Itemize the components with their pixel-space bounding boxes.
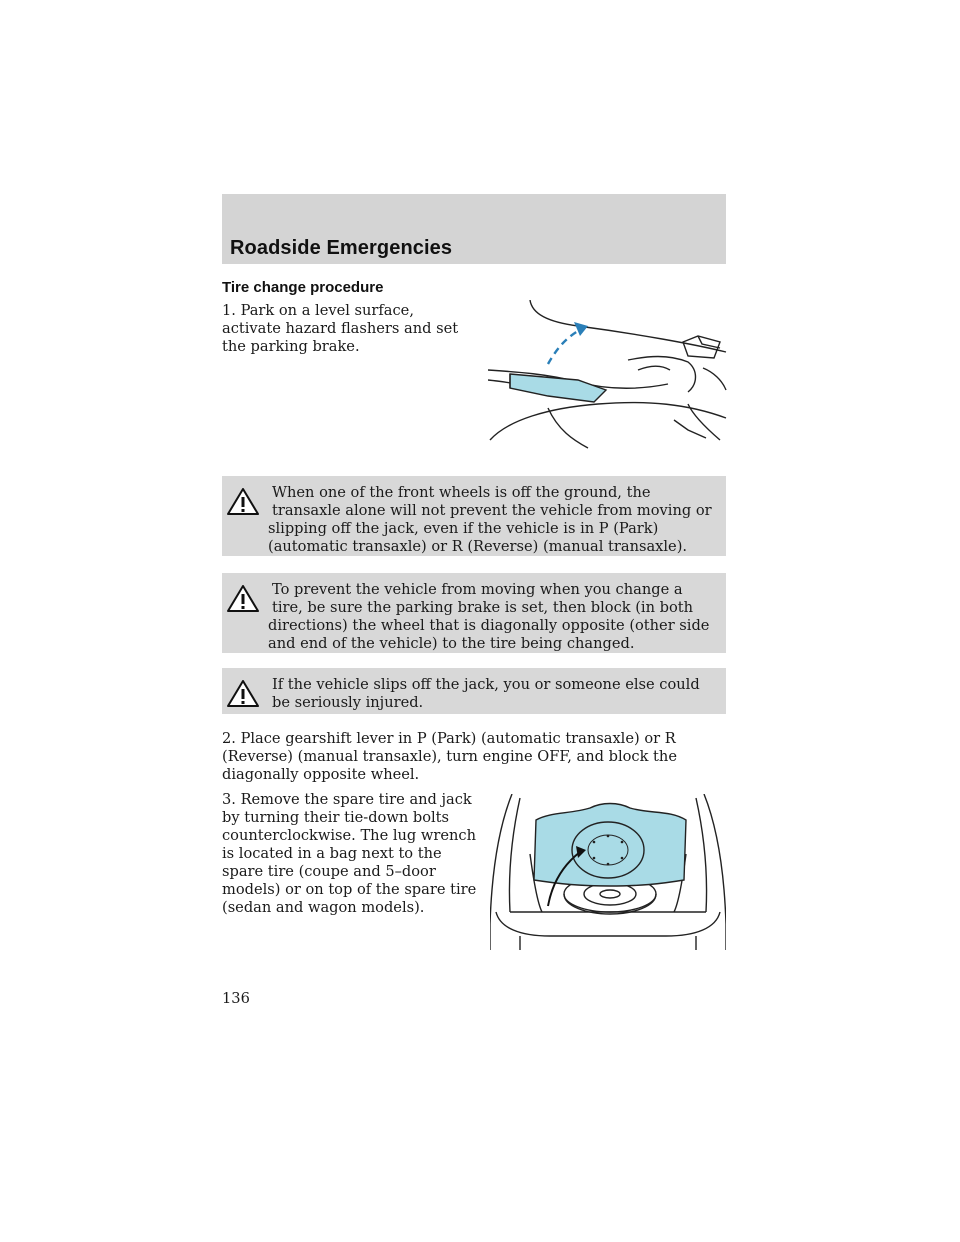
warning-box-2 [222, 573, 726, 653]
warning-text-2: To prevent the vehicle from moving when you change a tire, be sure the parking brake is set, then block (in both directions) the wheel that is diagonally opposite (other side and end of the vehicle) to the tire being changed. [268, 581, 710, 652]
section-title: Roadside Emergencies [230, 237, 453, 259]
warning-text-3: If the vehicle slips off the jack, you or someone else could be seriously injured. [272, 676, 700, 711]
subheading: Tire change procedure [222, 279, 384, 296]
warning-box-1 [222, 476, 726, 556]
step-3-text: 3. Remove the spare tire and jack by turning their tie-down bolts counterclockwise. The lug wrench is located in a bag next to the spare tire (coupe and 5–door models) or on top of the spare tire (sedan and wagon models). [222, 791, 477, 916]
spare-tire-trunk-illustration [490, 794, 726, 950]
warning-box-3 [222, 668, 726, 714]
step-2-text: 2. Place gearshift lever in P (Park) (automatic transaxle) or R (Reverse) (manual transaxle), turn engine OFF, and block the diagonally opposite wheel. [222, 730, 677, 783]
parking-brake-illustration [488, 300, 728, 450]
step-1-text: 1. Park on a level surface, activate hazard flashers and set the parking brake. [222, 302, 459, 355]
warning-text-1: When one of the front wheels is off the ground, the transaxle alone will not prevent the vehicle from moving or slipping off the jack, even if the vehicle is in P (Park) (automatic transaxle) or R (Reverse) (manual transaxle). [268, 484, 712, 555]
page-number: 136 [222, 990, 250, 1007]
